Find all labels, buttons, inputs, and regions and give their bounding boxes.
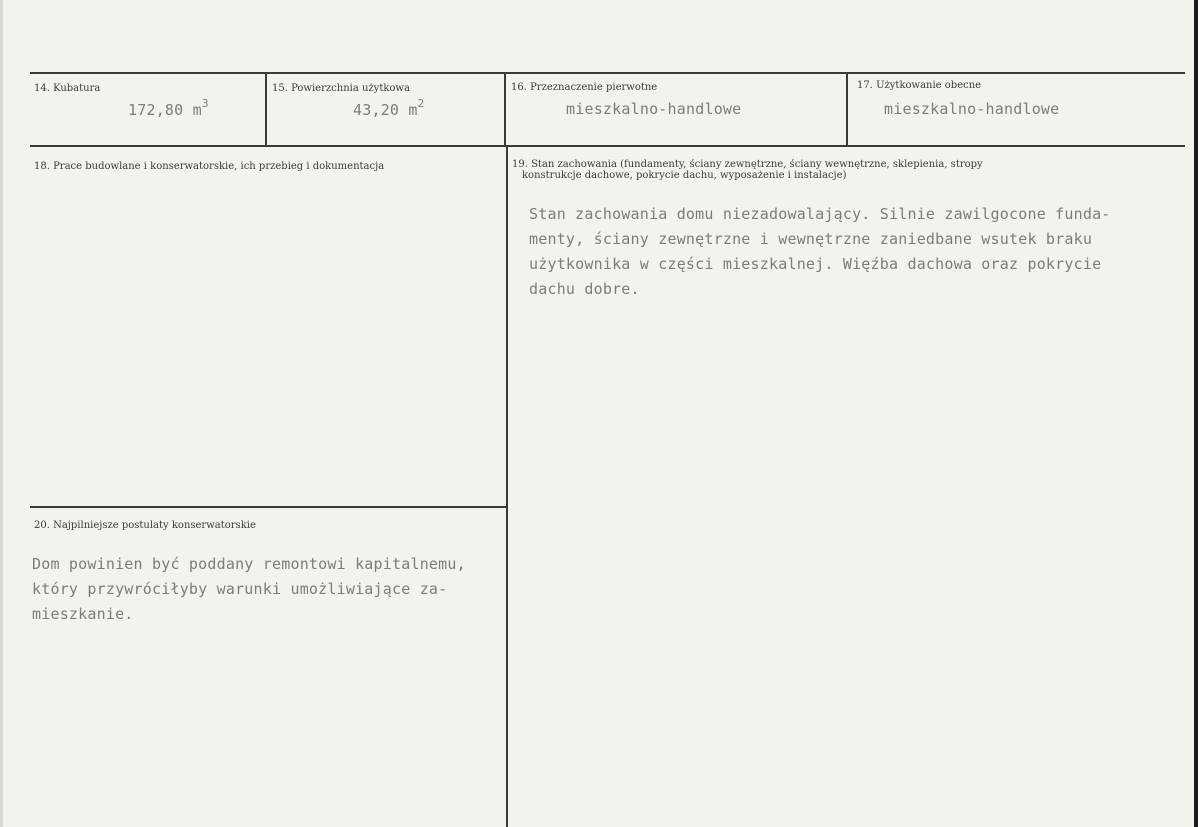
top-rule bbox=[30, 72, 1185, 74]
row1-divider-3 bbox=[846, 74, 848, 146]
row1-bottom-rule bbox=[30, 145, 1185, 147]
stan-zachowania-line-1: Stan zachowania domu niezadowalający. Silnie zawilgocone funda- bbox=[529, 205, 1111, 223]
stan-zachowania-text bbox=[529, 202, 1169, 302]
powierzchnia-number: 43,20 m bbox=[353, 101, 418, 119]
uzytkowanie-value: mieszkalno-handlowe bbox=[884, 100, 1060, 118]
stan-zachowania-label-line1: 19. Stan zachowania (fundamenty, ściany zewnętrzne, ściany wewnętrzne, sklepienia, stropy bbox=[512, 159, 983, 170]
przeznaczenie-value: mieszkalno-handlowe bbox=[566, 100, 742, 118]
powierzchnia-label: 15. Powierzchnia użytkowa bbox=[272, 83, 410, 94]
postulaty-line-3: mieszkanie. bbox=[32, 605, 134, 623]
main-column-divider bbox=[506, 147, 508, 827]
row1-divider-2 bbox=[504, 74, 506, 146]
section20-top-rule bbox=[30, 506, 506, 508]
row1-divider-1 bbox=[265, 74, 267, 146]
stan-zachowania-label-line2: konstrukcje dachowe, pokrycie dachu, wyposażenie i instalacje) bbox=[522, 170, 847, 181]
powierzchnia-value bbox=[353, 97, 425, 119]
postulaty-line-1: Dom powinien być poddany remontowi kapitalnemu, bbox=[32, 555, 466, 573]
postulaty-line-2: który przywróciłyby warunki umożliwiające za- bbox=[32, 580, 448, 598]
przeznaczenie-label: 16. Przeznaczenie pierwotne bbox=[511, 82, 658, 93]
kubatura-label: 14. Kubatura bbox=[34, 83, 101, 94]
prace-budowlane-label: 18. Prace budowlane i konserwatorskie, ich przebieg i dokumentacja bbox=[34, 161, 385, 172]
kubatura-unit-exponent: 3 bbox=[201, 97, 209, 110]
stan-zachowania-line-2: menty, ściany zewnętrzne i wewnętrzne zaniedbane wsutek braku bbox=[529, 230, 1093, 248]
stan-zachowania-line-3: użytkownika w części mieszkalnej. Więźba dachowa oraz pokrycie bbox=[529, 255, 1102, 273]
postulaty-text bbox=[32, 552, 502, 627]
kubatura-number: 172,80 m bbox=[128, 101, 202, 119]
powierzchnia-unit-exponent: 2 bbox=[417, 97, 425, 110]
postulaty-label: 20. Najpilniejsze postulaty konserwatorskie bbox=[34, 520, 256, 531]
uzytkowanie-label: 17. Użytkowanie obecne bbox=[857, 80, 982, 91]
kubatura-value bbox=[128, 97, 209, 119]
stan-zachowania-line-4: dachu dobre. bbox=[529, 280, 640, 298]
